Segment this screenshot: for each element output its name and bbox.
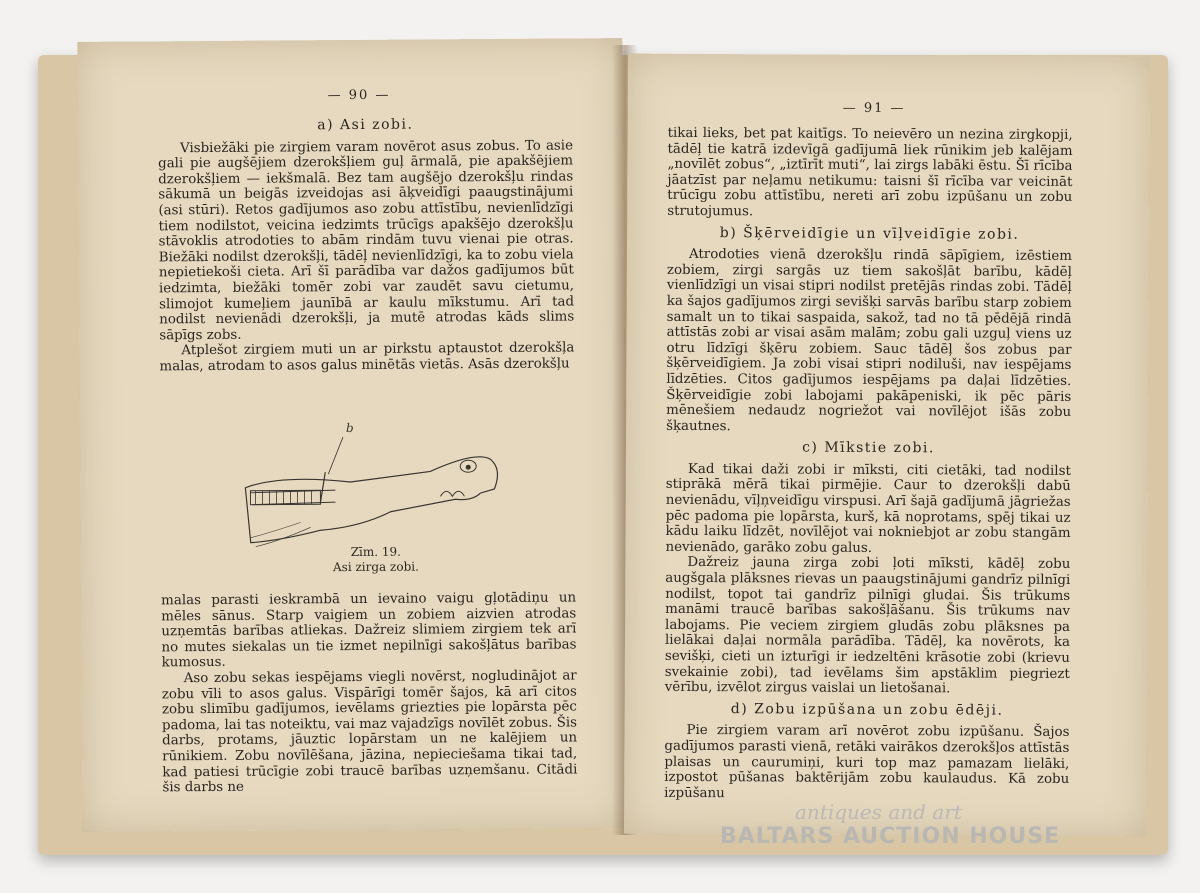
horse-teeth-illustration [240,411,511,553]
section-heading: b) Šķērveidīgie un vīļveidīgie zobi. [719,224,1020,243]
left-page [77,38,628,832]
auction-house-watermark [720,800,1140,849]
paragraph: Aso zobu sekas iespējams viegli novērst, nogludinājot ar zobu vīli to asos galus. Vispārīgi tomēr šajos, kā arī citos zobu slimību gadījumos, ievēlams griezties pie lopārsta pēc padoma, lai tas noteiktu, vai maz vajadzīgs novīlēt zobus. Šis darbs, protams, jāuztic lopārstam un ne kalējiem un rūnikiem. Zobu novīlēšana, jāzina, nepieciešama tikai tad, kad patiesi trūcīgie zobi traucē barības uzņemšanu. Citādi šis darbs ne [161,668,578,796]
caption-title: Asi zirga zobi. [332,559,419,575]
paragraph: malas parasti ieskrambā un ievaino vaigu gļotādiņu un mēles sānus. Starp vaigiem un zobiem aizvien atrodas uzņemtās barības atliekas. Dažreiz slimiem zirgiem tek arī no mutes siekalas un tie izmet nepilnīgi sakošļātus barības kumosus. [161,590,577,671]
figure-caption [241,544,511,576]
paragraph: Pie zirgiem varam arī novērot zobu izpūšanu. Šajos gadījumos parasti vienā, retāki vairākos dzerokšļos attīstās plaisas un caurumiņi, kuri top maz pamazam lielāki, izpostot pūšanas baktērijām zobu kaulaudus. Kā zobu izpūšanu [664,723,1070,801]
right-page [624,54,1150,837]
left-page-text-top [158,110,575,374]
paragraph: Kad tikai daži zobi ir mīksti, citi cietāki, tad nodilst stiprākā mērā tikai pirmējie. Caur to dzerokšļi dabū nevienādu, vīļņveidīgu virspusi. Arī šajā gadījumā jāgriežas pēc padoma pie lopārsta, kurš, kā noprotams, spēj tikai uz kādu laiku līdzēt, novīlējot vai nokniebjot ar zobu stangām nevienādo, garāko zobu galus. [665,461,1071,556]
right-page-text [664,126,1073,803]
page-number: — 90 — [327,87,391,104]
left-page-text-bottom [161,590,577,796]
figure-label: b [345,420,354,436]
section-heading: c) Mīkstie zobi. [802,439,935,457]
section-heading: d) Zobu izpūšana un zobu ēdēji. [730,700,1004,719]
section-heading: a) Asi zobi. [317,116,414,134]
paragraph: tikai lieks, bet pat kaitīgs. To neievēro un nezina zirgkopji, tādēļ tie katrā izdevīgā gadījumā liek rūnikim jeb kalējam „novīlēt zobus“, „iztīrīt muti“, lai zirgs labāki ēstu. Šī rīcība jāatzīst par neļamu netikumu: taisni šī rīcība var veicināt trūcīgu zobu attīstību, nereti arī zobu izpūšanu un zobu strutojumus. [667,125,1073,220]
paragraph: Dažreiz jauna zirga zobi ļoti mīksti, kādēļ zobu augšgala plāksnes rievas un paaugstinājumi gandrīz pilnīgi nodilst, topot tai gandrīz pilnīgi gludai. Šis trūkums manāmi traucē barības sakošļāšanu. Šis trūkums nav labojams. Pie veciem zirgiem gludās zobu plāksnes pa lielākai daļai normāla parādība. Tādēļ, ka novērots, ka sevišķi, cieti un izturīgi ir iedzeltēni krāsotie zobi (krievu svekainie zobi), tad ievēlams šim apstāklim piegriezt vērību, izvēlot zirgus vaislai un lietošanai. [664,555,1071,697]
watermark-brand: BALTARS AUCTION HOUSE [720,824,1061,849]
paragraph: Visbiežāki pie zirgiem varam novērot asus zobus. To asie gali pie augšējiem dzerokšļiem guļ ārmalā, pie apakšējiem dzerokšļiem — iekšmalā. Bez tam augšējo dzerokšļu rindas sākumā un beigās izveidojas asi āķveidīgi paaugstinājumi (asi stūri). Retos gadījumos aso zobu attīstību, nevienlīdzīgi tiem nodilstot, veicina iedzimts trūcīgs apakšējo dzerokšļu stāvoklis atrodoties to abām rindām tuvu vienai pie otras. Biežāki nodilst dzerokšļi, tādēļ nevienlīdzīgi, ka to zobu viela nepietiekoši cieta. Arī šī parādība var dažos gadījumos būt iedzimta, biežāki tomēr zobi var zaudēt savu cietumu, slimojot kumeļiem jaunībā ar kaulu mīkstumu. Arī tad nodilst nevienādi dzerokšļi, ja mutē atrodas kāds slims sāpīgs zobs. [158,138,575,344]
watermark-tagline: antiques and art [795,800,962,824]
paragraph: Atplešot zirgiem muti un ar pirkstu aptaustot dzerokšļa malas, atrodam to asos galus minētās vietās. Asās dzerokšļu [159,340,575,375]
caption-number: Zīm. 19. [350,544,402,560]
page-number: — 91 — [842,100,906,117]
paragraph: Atrodoties vienā dzerokšļu rindā sāpīgiem, izēstiem zobiem, zirgi sargās uz tiem sakošļāt barību, kādēļ vienlīdzīgi un visai stipri nodilst pretējās rindas zobi. Tādēļ ka šajos gadījumos zirgi sevišķi sarvās barību starp zobiem samalt un to tikai saspaida, sakož, tad no tā pēdējā rindā attīstās zobi ar visai asām malām; zobu gali uzguļ viens uz otru līdzīgi šķēru zobiem. Sauc tādēļ šos zobus par šķērveidīgiem. Ja zobi visai stipri nodiluši, nav iespējams līdzēties. Citos gadījumos iespējams pa daļai līdzēties. Šķērveidīgie zobi labojami pakāpeniski, ik pēc pāris mēnešiem nedaudz nogriežot vai novīlējot išās zobu šķautnes. [666,247,1073,434]
